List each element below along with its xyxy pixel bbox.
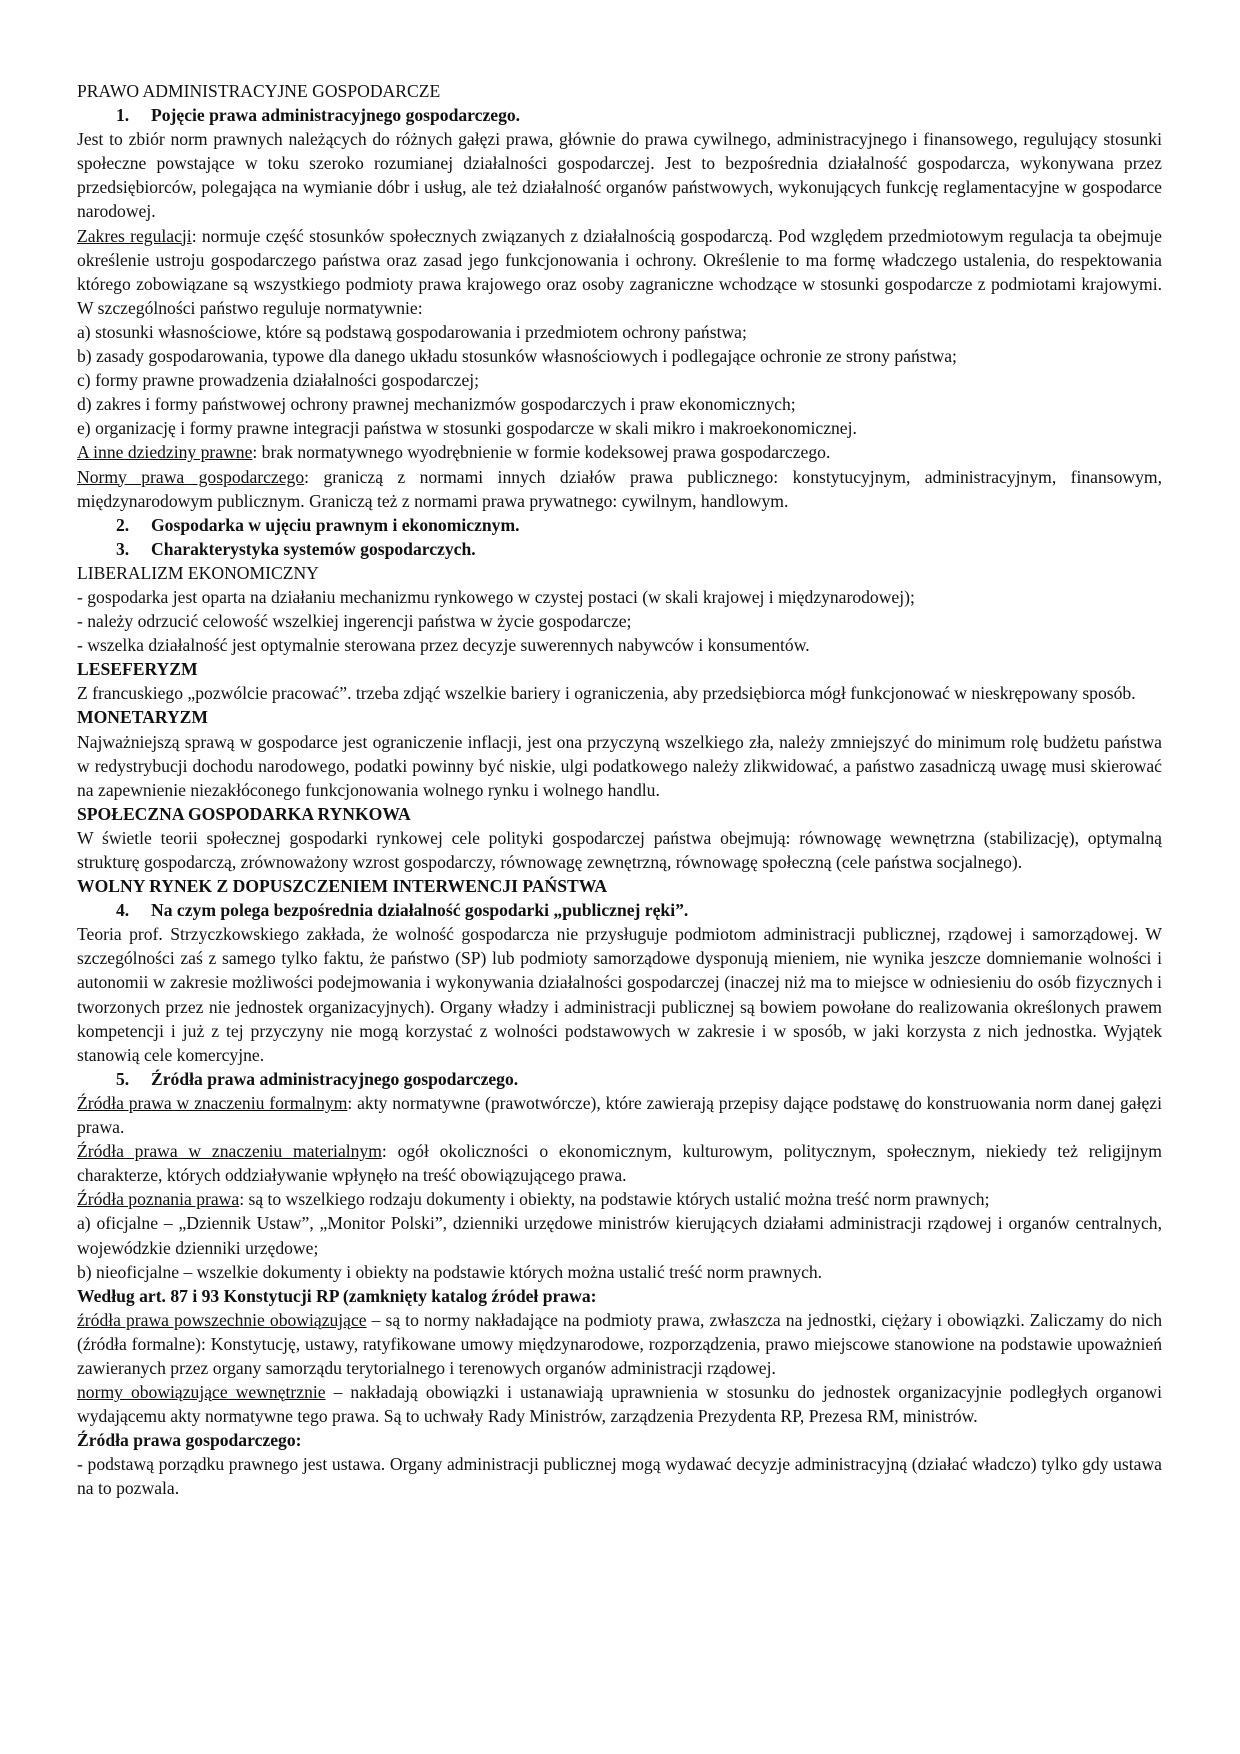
powszechne-label: źródła prawa powszechnie obowiązujące (77, 1309, 367, 1330)
powszechne-text: – są to normy nakładające na podmioty prawa, zwłaszcza na jednostki, ciężary i obowiązki. Zaliczamy do nich (źródła formalne): Konstytucję, ustawy, ratyfikowane umowy międzynarodowe, rozporządzenia, prawo miejscowe stanowione na podstawie upoważnień zawieranych przez organy samorządu terytorialnego i terenowych organów administracji rządowej. (77, 1309, 1162, 1378)
wedlug-heading: Według art. 87 i 93 Konstytucji RP (zamknięty katalog źródeł prawa: (77, 1285, 597, 1306)
list-item: a) oficjalne – „Dziennik Ustaw”, „Monitor Polski”, dzienniki urzędowe ministrów kierujących działami administracji rządowej i organów centralnych, wojewódzkie dzienniki urzędowe; (77, 1213, 1162, 1258)
zrodla-materialne-label: Źródła prawa w znaczeniu materialnym (77, 1141, 382, 1162)
list-item: e) organizację i formy prawne integracji państwa w stosunki gospodarcze w skali mikro i makroekonomicznej. (77, 418, 857, 439)
list-item: b) nieoficjalne – wszelkie dokumenty i obiekty na podstawie których można ustalić treść norm prawnych. (77, 1261, 823, 1282)
question-3 (77, 537, 1162, 561)
list-item: b) zasady gospodarowania, typowe dla danego układu stosunków własnościowych i podlegające ochronie ze strony państwa; (77, 346, 957, 367)
list-item: - należy odrzucić celowość wszelkiej ingerencji państwa w życie gospodarcze; (77, 611, 632, 632)
inne-label: A inne dziedziny prawne (77, 442, 253, 463)
section-heading-leseferyzm: LESEFERYZM (77, 659, 198, 680)
inne-paragraph (77, 440, 1162, 464)
monetaryzm-paragraph: Najważniejszą sprawą w gospodarce jest ograniczenie inflacji, jest ona przyczyną wszelkiego zła, należy zmniejszyć do minimum rolę budżetu państwa w redystrybucji dochodu narodowego, podatki powinny być niskie, ulgi podatkowego należy zlikwidować, a państwo zasadniczą uwagę musi skierować na zapewnienie niezakłóconego funkcjonowania wolnego rynku i wolnego handlu. (77, 731, 1162, 800)
question-1 (77, 103, 1162, 127)
teoria-paragraph: Teoria prof. Strzyczkowskiego zakłada, że wolność gospodarcza nie przysługuje podmiotom administracji publicznej, rządowej i samorządowej. W szczególności zaś z samego tylko faktu, że państwo (SP) lub podmioty samorządowe dysponują mieniem, nie wynika jeszcze domniemanie wolności i autonomii w zakresie możliwości podejmowania i wykonywania działalności gospodarczej (inaczej niż ma to miejsce w odniesieniu do osób fizycznych i tworzonych przez nie jednostek organizacyjnych). Organy władzy i administracji publicznej są bowiem powołane do realizowania określonych prawem kompetencji i już z tej przyczyny nie mogą korzystać z wolności podstawowych w zakresie i w sposób, w jaki korzysta z nich jednostka. Wyjątek stanowią cele komercyjne. (77, 924, 1162, 1065)
normy-text: : graniczą z normami innych działów prawa publicznego: konstytucyjnym, administracyjnym, finansowym, międzynarodowym publicznym. Graniczą też z normami prawa prywatnego: cywilnym, handlowym. (77, 466, 1162, 511)
question-5 (77, 1067, 1162, 1091)
wewnetrzne-label: normy obowiązujące wewnętrznie (77, 1382, 326, 1403)
definition-paragraph: Jest to zbiór norm prawnych należących do różnych gałęzi prawa, głównie do prawa cywilnego, administracyjnego i finansowego, regulujący stosunki społeczne powstające w toku szeroko rozumianej działalności gospodarczej. Jest to bezpośrednia działalność gospodarcza, wykonywana przez przedsiębiorców, polegająca na wymianie dóbr i usług, ale też działalność organów państwowych, wykonujących funkcję reglamentacyjne w gospodarce narodowej. (77, 129, 1162, 222)
section-heading-monetaryzm: MONETARYZM (77, 707, 208, 728)
document-title: PRAWO ADMINISTRACYJNE GOSPODARCZE (77, 81, 441, 101)
wewnetrzne-paragraph (77, 1380, 1162, 1428)
question-number: 1. (116, 105, 130, 126)
zrodla-materialne-text: : ogół okoliczności o ekonomicznym, kulturowym, politycznym, społecznym, niekiedy też religijnym charakterze, których oddziaływanie wpłynęło na treść obowiązującego prawa. (77, 1141, 1162, 1186)
question-text: Pojęcie prawa administracyjnego gospodarczego. (151, 105, 521, 126)
zakres-paragraph (77, 224, 1162, 320)
list-item: d) zakres i formy państwowej ochrony prawnej mechanizmów gospodarczych i praw ekonomicznych; (77, 394, 796, 415)
zrodla-poznania-text: : są to wszelkiego rodzaju dokumenty i obiekty, na podstawie których ustalić można treść norm prawnych; (239, 1189, 990, 1210)
list-item: c) formy prawne prowadzenia działalności gospodarczej; (77, 370, 480, 391)
inne-text: : brak normatywnego wyodrębnienie w formie kodeksowej prawa gospodarczego. (252, 442, 831, 463)
list-item: - wszelka działalność jest optymalnie sterowana przez decyzje suwerennych nabywców i konsumentów. (77, 635, 810, 656)
question-text: Źródła prawa administracyjnego gospodarczego. (151, 1068, 519, 1089)
ustawa-paragraph: - podstawą porządku prawnego jest ustawa. Organy administracji publicznej mogą wydawać decyzje administracyjną (działać władczo) tylko gdy ustawa na to pozwala. (77, 1454, 1162, 1499)
question-text: Gospodarka w ujęciu prawnym i ekonomicznym. (151, 514, 520, 535)
zakres-label: Zakres regulacji (77, 225, 192, 246)
zrodla-materialne-paragraph (77, 1139, 1162, 1187)
spoleczna-paragraph: W świetle teorii społecznej gospodarki rynkowej cele polityki gospodarczej państwa obejmują: równowagę wewnętrzna (stabilizację), optymalną strukturę gospodarczą, zrównoważony wzrost gospodarczy, równowagę zewnętrzną, równowagę społeczną (cele państwa socjalnego). (77, 827, 1162, 872)
zrodla-formalne-label: Źródła prawa w znaczeniu formalnym (77, 1092, 348, 1113)
question-number: 5. (116, 1068, 130, 1089)
normy-label: Normy prawa gospodarczego (77, 466, 305, 487)
list-item: a) stosunki własnościowe, które są podstawą gospodarowania i przedmiotem ochrony państwa; (77, 321, 747, 342)
powszechne-paragraph (77, 1308, 1162, 1380)
zrodla-formalne-paragraph (77, 1091, 1162, 1139)
zrodla-gospodarczego-heading: Źródła prawa gospodarczego: (77, 1430, 302, 1451)
question-text: Na czym polega bezpośrednia działalność gospodarki „publicznej ręki”. (151, 900, 689, 921)
document-body (77, 79, 1162, 1501)
zrodla-poznania-label: Źródła poznania prawa (77, 1189, 240, 1210)
section-heading-wolny-rynek: WOLNY RYNEK Z DOPUSZCZENIEM INTERWENCJI PAŃSTWA (77, 876, 608, 897)
wewnetrzne-text: – nakładają obowiązki i ustanawiają uprawnienia w stosunku do jednostek organizacyjnie podległych organowi wydającemu akty normatywne tego prawa. Są to uchwały Rady Ministrów, zarządzenia Prezydenta RP, Prezesa RM, ministrów. (77, 1382, 1162, 1427)
zrodla-formalne-text: : akty normatywne (prawotwórcze), które zawierają przepisy dające podstawę do konstruowania norm danej gałęzi prawa. (77, 1092, 1162, 1138)
section-heading-spoleczna: SPOŁECZNA GOSPODARKA RYNKOWA (77, 803, 411, 824)
question-text: Charakterystyka systemów gospodarczych. (151, 538, 476, 559)
zakres-text: : normuje część stosunków społecznych związanych z działalnością gospodarczą. Pod względem przedmiotowym regulacja ta obejmuje określenie ustroju gospodarczego państwa oraz zasad jego funkcjonowania i ochrony. Określenie to ma formę władczego ustalenia, do respektowania którego zobowiązane są wszystkiego podmioty prawa krajowego oraz osoby zagraniczne wchodzące w stosunki gospodarcze z podmiotami krajowymi. W szczególności państwo reguluje normatywnie: (77, 225, 1162, 318)
zrodla-poznania-paragraph (77, 1187, 1162, 1211)
question-number: 4. (116, 900, 130, 921)
question-number: 3. (116, 538, 130, 559)
section-heading-liberalizm: LIBERALIZM EKONOMICZNY (77, 562, 319, 583)
normy-paragraph (77, 465, 1162, 513)
list-item: - gospodarka jest oparta na działaniu mechanizmu rynkowego w czystej postaci (w skali krajowej i międzynarodowej); (77, 586, 915, 607)
question-4 (77, 898, 1162, 922)
question-number: 2. (116, 514, 130, 535)
question-2 (77, 513, 1162, 537)
leseferyzm-paragraph: Z francuskiego „pozwólcie pracować”. trzeba zdjąć wszelkie bariery i ograniczenia, aby przedsiębiorca mógł funkcjonować w nieskrępowany sposób. (77, 683, 1136, 704)
